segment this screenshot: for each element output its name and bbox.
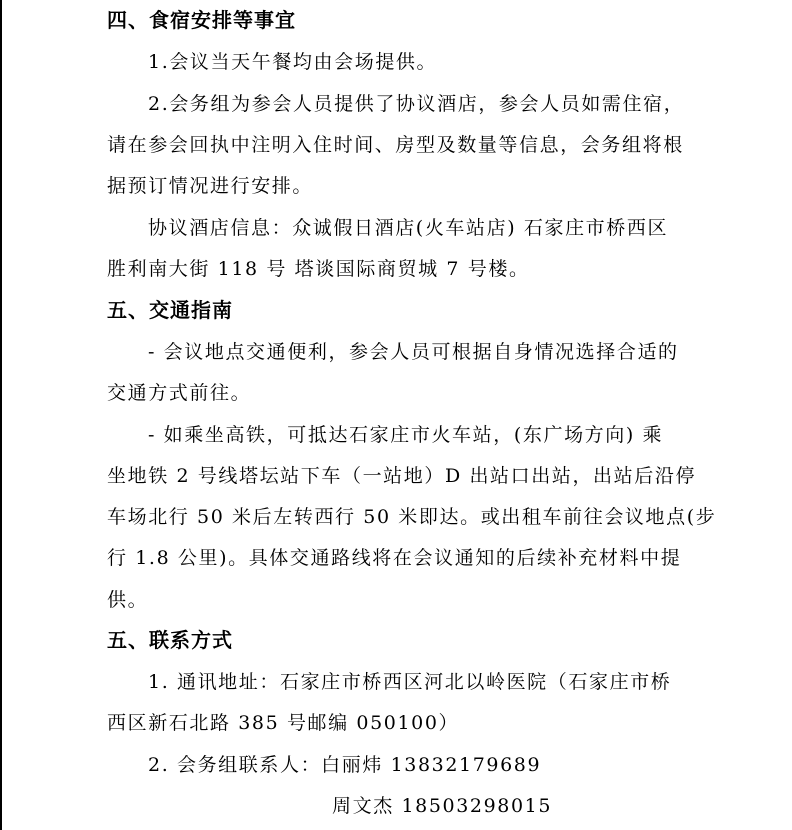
lodging-item-2-line-3: 据预订情况进行安排。	[107, 175, 314, 197]
lodging-item-2-line-2: 请在参会回执中注明入住时间、房型及数量等信息，会务组将根	[107, 134, 684, 156]
hotel-info-line-2: 胜利南大街 118 号 塔谈国际商贸城 7 号楼。	[107, 258, 530, 280]
transport-paragraph-2-line-3: 车场北行 50 米后左转西行 50 米即达。或出租车前往会议地点(步	[107, 506, 717, 528]
transport-paragraph-2-line-2: 坐地铁 2 号线塔坛站下车（一站地）D 出站口出站，出站后沿停	[107, 465, 697, 487]
hotel-info-line-1: 协议酒店信息：众诚假日酒店(火车站店) 石家庄市桥西区	[148, 217, 669, 239]
contact-person-line-2: 周文杰 18503298015	[332, 795, 553, 817]
transport-paragraph-2-line-1: - 如乘坐高铁，可抵达石家庄市火车站，(东广场方向) 乘	[148, 424, 664, 446]
contact-person-line-1: 2. 会务组联系人：白丽炜 13832179689	[148, 754, 542, 776]
transport-paragraph-1-line-1: - 会议地点交通便利，参会人员可根据自身情况选择合适的	[148, 341, 679, 363]
contact-address-line-1: 1. 通讯地址：石家庄市桥西区河北以岭医院（石家庄市桥	[148, 671, 672, 693]
section-heading-lodging: 四、食宿安排等事宜	[107, 8, 296, 32]
transport-paragraph-1-line-2: 交通方式前往。	[107, 382, 252, 404]
page-left-border	[0, 0, 2, 830]
contact-address-line-2: 西区新石北路 385 号邮编 050100）	[107, 712, 460, 734]
transport-paragraph-2-line-4: 行 1.8 公里)。具体交通路线将在会议通知的后续补充材料中提	[107, 547, 682, 569]
transport-paragraph-2-line-5: 供。	[107, 589, 149, 611]
section-heading-transport: 五、交通指南	[107, 298, 233, 322]
section-heading-contact: 五、联系方式	[107, 628, 233, 652]
lodging-item-1: 1.会议当天午餐均由会场提供。	[148, 51, 438, 73]
lodging-item-2-line-1: 2.会务组为参会人员提供了协议酒店，参会人员如需住宿，	[148, 93, 685, 115]
